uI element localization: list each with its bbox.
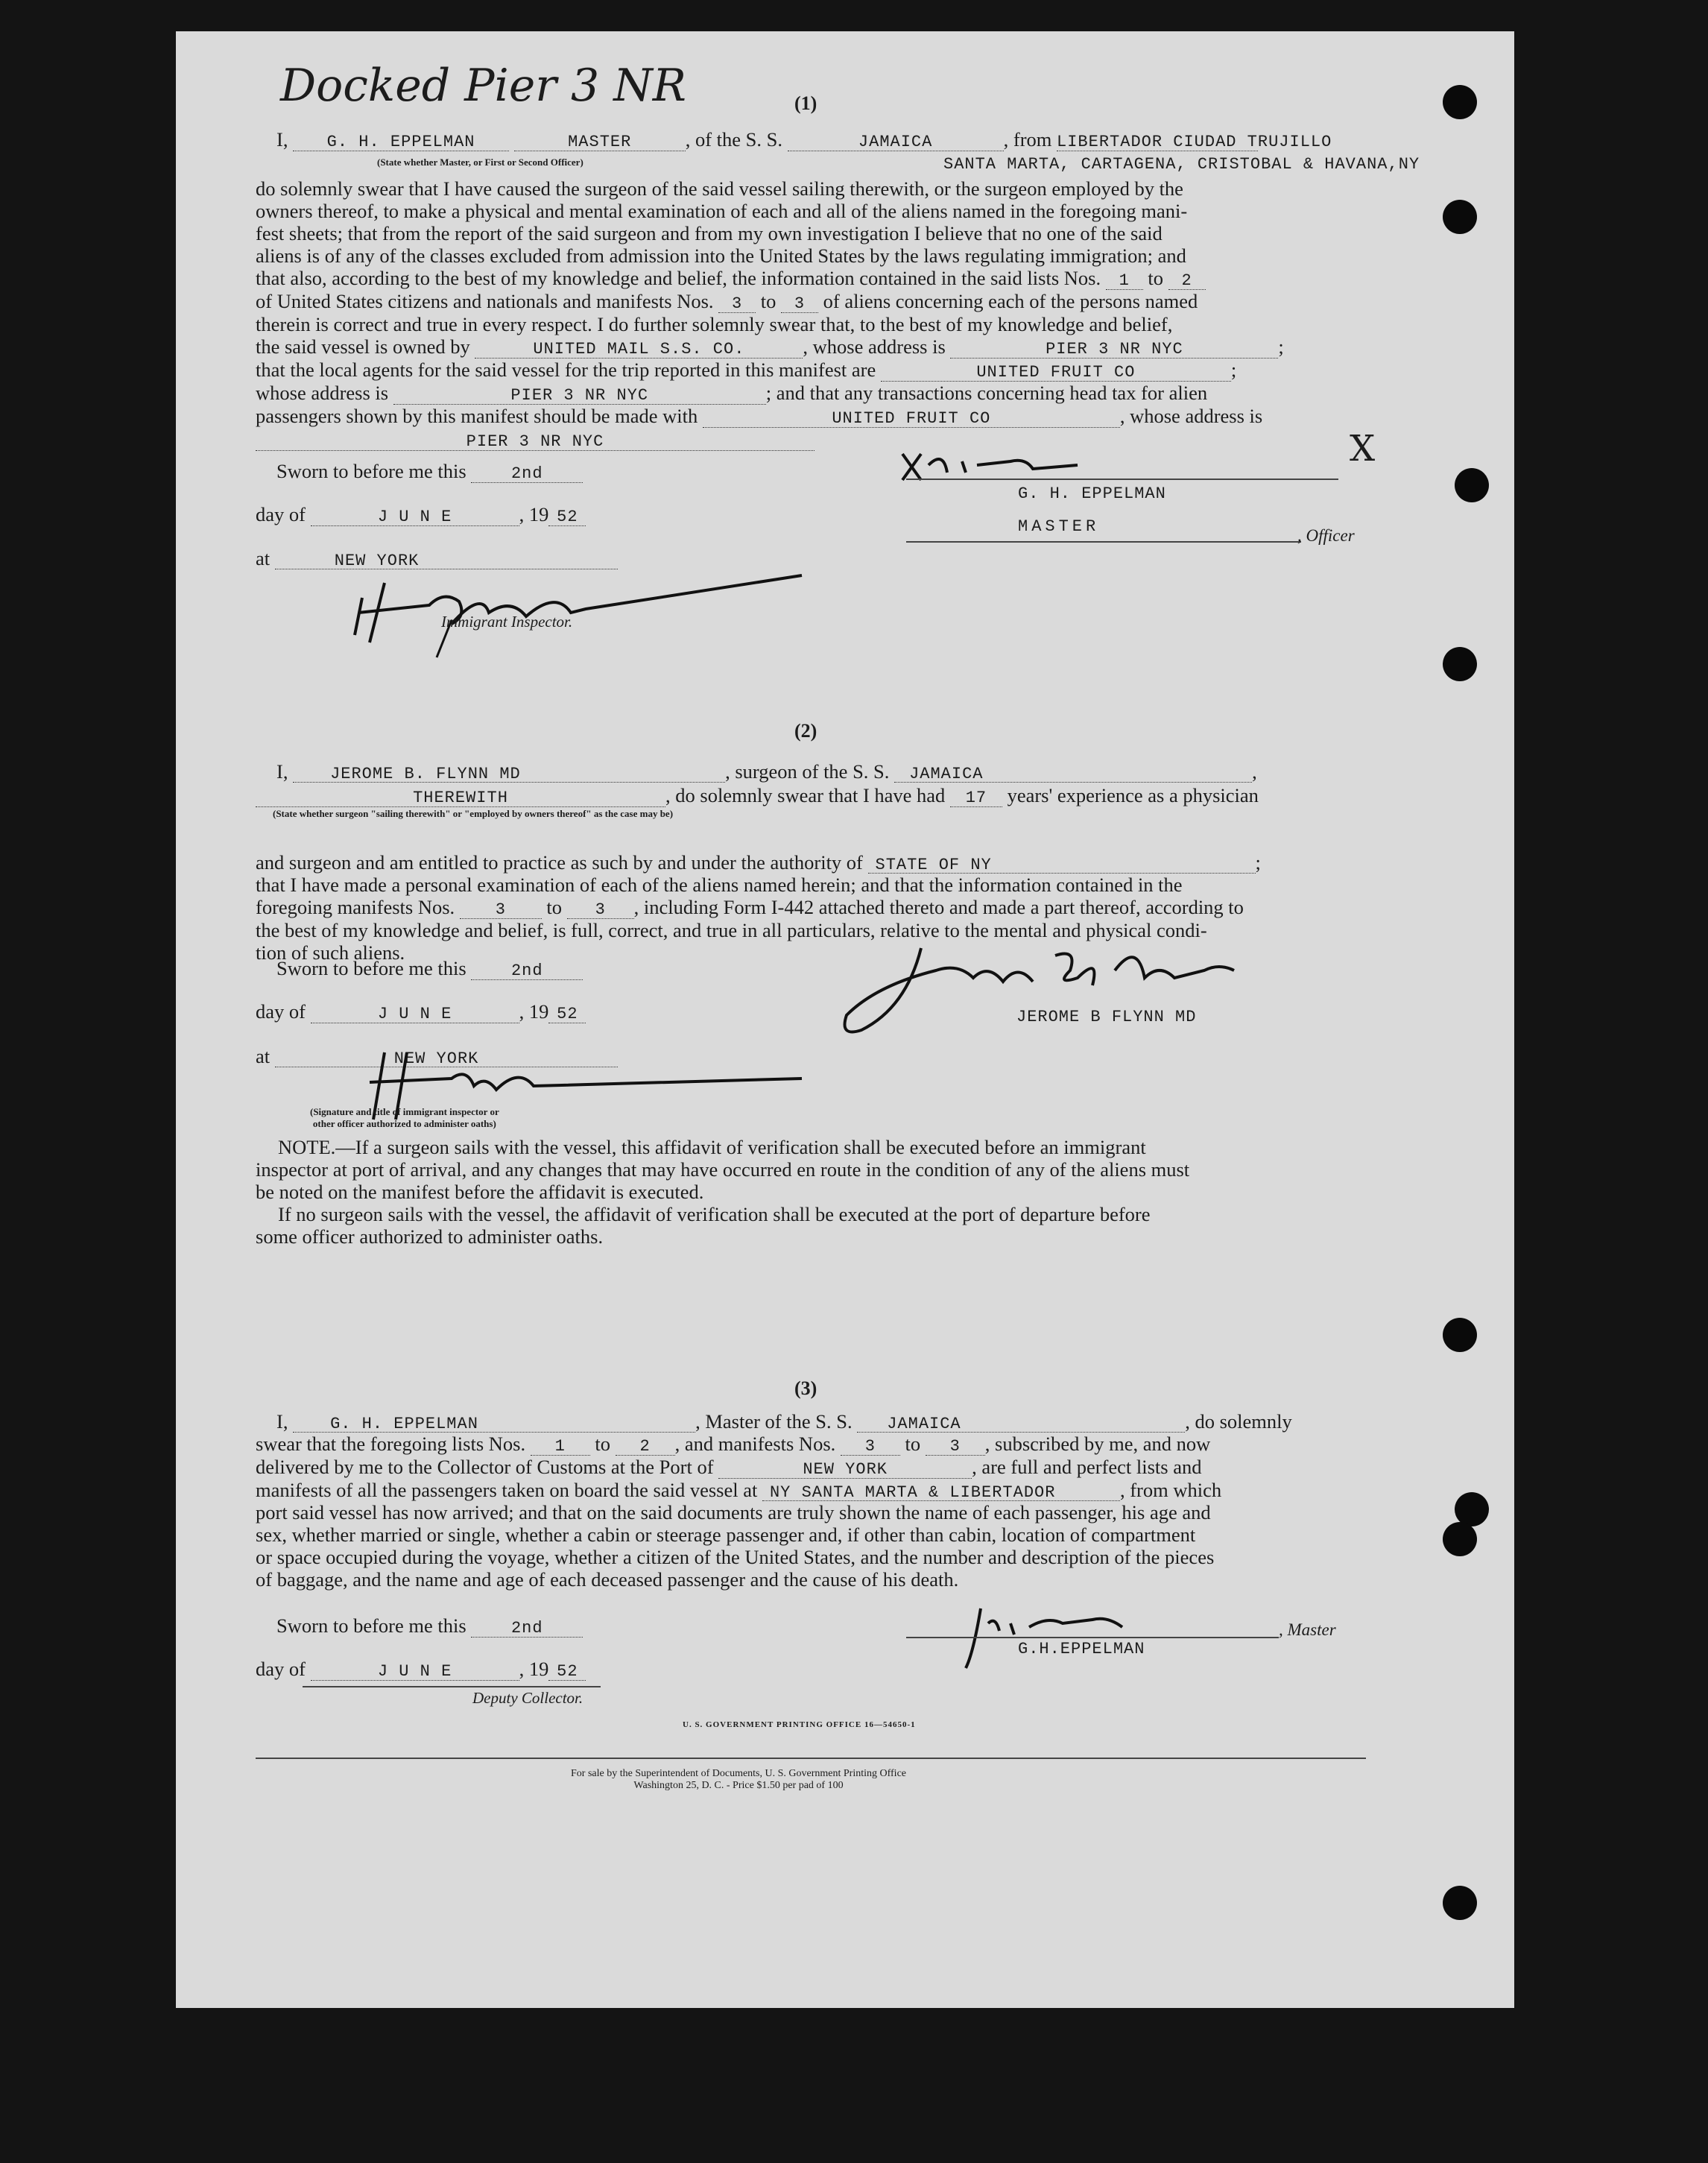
sworn-line: Sworn to before me this 2nd xyxy=(276,957,583,980)
punch-hole xyxy=(1443,1522,1477,1556)
handwritten-annotation: Docked Pier 3 NR xyxy=(280,60,686,112)
lists-to-field: 2 xyxy=(616,1436,675,1456)
officer-name: G. H. EPPELMAN xyxy=(1018,484,1166,503)
agents-field: UNITED FRUIT CO xyxy=(881,361,1231,382)
section3-paragraph: I, G. H. EPPELMAN , Master of the S. S. JAMAICA , do solemnly swear that the foregoing lists Nos. 1 to 2 , and manifests Nos. 3 to 3 , subscribed by me, and now delivered by me to the Collector of Customs at the Port of NEW YORK , are full and perfect lists and manifests of all the passengers taken on board the said vessel at NY SANTA MARTA & LIBERTADOR , from which port said vessel has now arrived; and that on the said documents are truly shown the name of each passenger, his age and sex, whether married or single, whether a cabin or steerage passenger and, if other than cabin, location of compartment or space occupied during the voyage, whether a citizen of the United States, and the number and description of the pieces of baggage, and the name and age of each deceased passenger and the cause of his death. xyxy=(256,1410,1292,1591)
inspector-note: (Signature and title of immigrant inspector or other officer authorized to administer oaths) xyxy=(310,1106,499,1129)
collector-label: Deputy Collector. xyxy=(472,1689,583,1707)
manifests-to-field: 3 xyxy=(567,899,634,919)
signature-line xyxy=(906,479,1338,480)
master-name-field: G. H. EPPELMAN xyxy=(293,131,509,151)
section1-line1: I, G. H. EPPELMAN MASTER , of the S. S. JAMAICA , from LIBERTADOR CIUDAD TRUJILLO xyxy=(276,128,1332,151)
place-field: NEW YORK xyxy=(275,550,618,569)
ship-name-field: JAMAICA xyxy=(788,131,1004,151)
owner-address-field: PIER 3 NR NYC xyxy=(950,338,1278,359)
headtax-field: UNITED FRUIT CO xyxy=(703,408,1120,428)
lists-from-field: 1 xyxy=(1106,270,1143,290)
sworn-day-field: 2nd xyxy=(471,960,583,980)
punch-hole xyxy=(1443,85,1477,119)
x-mark: X xyxy=(1350,428,1376,470)
from-port-field: LIBERTADOR CIUDAD TRUJILLO xyxy=(1057,133,1332,151)
year-field: 52 xyxy=(548,506,586,526)
years-field: 17 xyxy=(950,787,1002,807)
master-signature-line xyxy=(906,1637,1279,1638)
punch-hole xyxy=(1443,647,1477,681)
master-signature xyxy=(899,443,1092,487)
punch-hole xyxy=(1443,1318,1477,1352)
owner-field: UNITED MAIL S.S. CO. xyxy=(475,338,803,359)
surgeon-name-field: JEROME B. FLYNN MD xyxy=(293,763,725,783)
manifests-from-field: 3 xyxy=(718,293,756,313)
surgeon-printed-name: JEROME B FLYNN MD xyxy=(1016,1008,1197,1026)
gpo-imprint: U. S. GOVERNMENT PRINTING OFFICE 16—54650-1 xyxy=(683,1720,916,1729)
sale-notice: For sale by the Superintendent of Documents, U. S. Government Printing Office Washington 25, D. C. - Price $1.50 per pad of 100 xyxy=(571,1768,906,1791)
punch-hole xyxy=(1443,1886,1477,1920)
section-number: (1) xyxy=(794,92,817,114)
agents-address-field: PIER 3 NR NYC xyxy=(393,385,766,405)
master-signature xyxy=(958,1601,1152,1676)
lists-to-field: 2 xyxy=(1168,270,1206,290)
day-of-line: day of J U N E , 19 52 xyxy=(256,1000,586,1023)
inspector-signature xyxy=(340,546,817,665)
collector-signature-line xyxy=(303,1686,601,1687)
port-field: NEW YORK xyxy=(718,1459,972,1479)
officer-rank: MASTER xyxy=(1018,517,1100,536)
sworn-day-field: 2nd xyxy=(471,1617,583,1638)
master-label: , Master xyxy=(1279,1620,1336,1639)
month-field: J U N E xyxy=(311,1003,519,1023)
lists-from-field: 1 xyxy=(531,1436,590,1456)
capacity-field: THEREWITH xyxy=(256,787,665,807)
ship-name-field: JAMAICA xyxy=(857,1413,1185,1433)
at-line: at NEW YORK xyxy=(256,547,618,569)
punch-hole xyxy=(1443,200,1477,234)
section2-line2: THEREWITH , do solemnly swear that I have had 17 years' experience as a physician xyxy=(256,784,1259,807)
manifests-to-field: 3 xyxy=(781,293,818,313)
month-field: J U N E xyxy=(311,506,519,526)
place-field: NEW YORK xyxy=(275,1048,618,1067)
inspector-label: Immigrant Inspector. xyxy=(441,613,573,631)
year-field: 52 xyxy=(548,1003,586,1023)
master-rank-note: (State whether Master, or First or Second Officer) xyxy=(377,157,583,168)
officer-line xyxy=(906,541,1301,543)
manifests-to-field: 3 xyxy=(926,1436,985,1456)
rank-field: MASTER xyxy=(514,131,686,151)
form-page xyxy=(176,31,1514,2008)
from-ports-continued: SANTA MARTA, CARTAGENA, CRISTOBAL & HAVANA,NY xyxy=(943,155,1420,174)
section2-line1: I, JEROME B. FLYNN MD , surgeon of the S. S. JAMAICA , xyxy=(276,760,1257,783)
at-line: at NEW YORK xyxy=(256,1045,618,1067)
day-of-line: day of J U N E , 19 52 xyxy=(256,1658,586,1681)
footer-rule xyxy=(256,1758,1366,1759)
master-printed-name: G.H.EPPELMAN xyxy=(1018,1640,1145,1658)
sworn-day-field: 2nd xyxy=(471,463,583,483)
day-of-line: day of J U N E , 19 52 xyxy=(256,503,586,526)
sworn-line: Sworn to before me this 2nd xyxy=(276,1614,583,1638)
note-paragraph: NOTE.—If a surgeon sails with the vessel, this affidavit of verification shall be executed before an immigrant inspector at port of arrival, and any changes that may have occurred en route in the condition of any of the aliens must be noted on the manifest before the affidavit is executed. If no surgeon sails with the vessel, the affidavit of verification shall be executed at the port of departure before some officer authorized to administer oaths. xyxy=(256,1136,1190,1248)
month-field: J U N E xyxy=(311,1661,519,1681)
section-number: (2) xyxy=(794,720,817,742)
officer-label: , Officer xyxy=(1297,526,1355,545)
manifests-from-field: 3 xyxy=(841,1436,900,1456)
capacity-note: (State whether surgeon "sailing therewith" or "employed by owners thereof" as the case may be) xyxy=(273,808,674,819)
punch-hole xyxy=(1455,468,1489,502)
master-name-field: G. H. EPPELMAN xyxy=(293,1413,695,1433)
ports-taken-field: NY SANTA MARTA & LIBERTADOR xyxy=(762,1482,1120,1501)
sworn-line: Sworn to before me this 2nd xyxy=(276,460,583,483)
section1-paragraph: do solemnly swear that I have caused the surgeon of the said vessel sailing therewith, or the surgeon employed by the owners thereof, to make a physical and mental examination of each and all of the aliens named in the foregoing mani- fest sheets; that from the report of the said surgeon and from my own investigation I believe that no one of the said aliens is of any of the classes excluded from admission into the United States by the laws regulating immigration; and that also, according to the best of my knowledge and belief, the information contained in the said lists Nos. 1 to 2 of United States citizens and nationals and manifests Nos. 3 to 3 of aliens concerning each of the persons named therein is correct and true in every respect. I do further solemnly swear that, to the best of my knowledge and belief, the said vessel is owned by UNITED MAIL S.S. CO. , whose address is PIER 3 NR NYC ; that the local agents for the said vessel for the trip reported in this manifest are UNITED FRUIT CO ; whose address is PIER 3 NR NYC ; and that any transactions concerning head tax for alien passengers shown by this manifest should be made with UNITED FRUIT CO , whose address is PIER 3 NR NYC xyxy=(256,177,1284,451)
section-number: (3) xyxy=(794,1377,817,1399)
manifests-from-field: 3 xyxy=(460,899,542,919)
headtax-address-field: PIER 3 NR NYC xyxy=(256,431,815,451)
ship-name-field: JAMAICA xyxy=(894,763,1252,783)
section2-paragraph: and surgeon and am entitled to practice as such by and under the authority of STATE OF NY ; that I have made a personal examination of each of the aliens named herein; and that the information contained in the foregoing manifests Nos. 3 to 3 , including Form I-442 attached thereto and made a part thereof, according to the best of my knowledge and belief, is full, correct, and true in all particulars, relative to the mental and physical condi- tion of such aliens. xyxy=(256,851,1261,964)
authority-field: STATE OF NY xyxy=(868,854,1256,874)
year-field: 52 xyxy=(548,1661,586,1681)
